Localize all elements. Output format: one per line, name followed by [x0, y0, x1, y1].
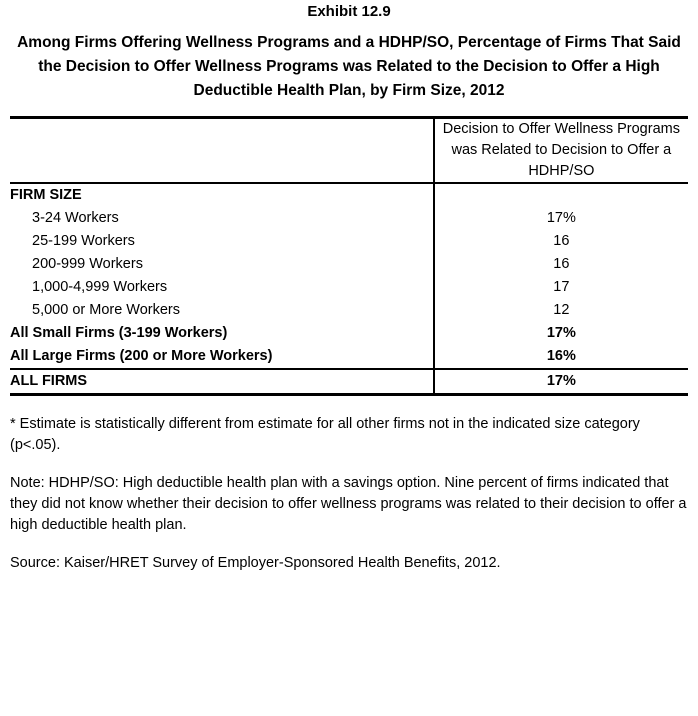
row-value: 16 — [434, 230, 688, 253]
estimate-footnote: * Estimate is statistically different from estimate for all other firms not in the indicated size category (p<.05). — [10, 416, 640, 453]
table-row — [10, 322, 688, 345]
table-row — [10, 253, 688, 276]
row-value: 17% — [434, 322, 688, 345]
exhibit-number: Exhibit 12.9 — [307, 3, 391, 20]
table-row — [10, 207, 688, 230]
table-header-row — [10, 119, 688, 183]
section-header-value — [434, 184, 688, 207]
row-value: 17% — [434, 207, 688, 230]
exhibit-page — [0, 3, 698, 716]
table-row — [10, 299, 688, 322]
table-bottom-rule — [10, 395, 688, 397]
row-label: All Large Firms (200 or More Workers) — [10, 348, 273, 364]
row-value: 17 — [434, 276, 688, 299]
general-note: Note: HDHP/SO: High deductible health plan with a savings option. Nine percent of firms indicated that they did not know whether their decision to offer wellness programs was related to their decision to offer a high deductible health plan. — [10, 475, 687, 533]
source-note: Source: Kaiser/HRET Survey of Employer-Sponsored Health Benefits, 2012. — [10, 555, 501, 571]
row-label: 1,000-4,999 Workers — [32, 279, 168, 295]
rule-left — [10, 395, 434, 397]
table-row — [10, 230, 688, 253]
section-header-label: FIRM SIZE — [10, 187, 82, 203]
row-label: 3-24 Workers — [32, 210, 119, 226]
total-row-value: 17% — [434, 369, 688, 395]
row-value: 16 — [434, 253, 688, 276]
row-label: 5,000 or More Workers — [32, 302, 181, 318]
row-value: 16% — [434, 345, 688, 369]
column-header-wellness-related: Decision to Offer Wellness Programs was Related to Decision to Offer a HDHP/SO — [434, 119, 688, 183]
row-label: All Small Firms (3-199 Workers) — [10, 325, 228, 341]
footnotes — [10, 414, 688, 574]
row-label: 25-199 Workers — [32, 233, 135, 249]
wellness-hdhp-table — [10, 119, 688, 396]
table-row-section-header — [10, 184, 688, 207]
rule-right — [434, 395, 688, 397]
table-row — [10, 276, 688, 299]
table-row — [10, 345, 688, 369]
row-value: 12 — [434, 299, 688, 322]
page-title: Among Firms Offering Wellness Programs and a HDHP/SO, Percentage of Firms That Said the Decision to Offer Wellness Programs was Related to the Decision to Offer a High Deductible Health Plan, by Firm Size, 2012 — [17, 34, 681, 99]
row-label: 200-999 Workers — [32, 256, 143, 272]
table-row-total — [10, 369, 688, 395]
header-blank-cell — [10, 119, 434, 183]
total-row-label: ALL FIRMS — [10, 369, 434, 395]
